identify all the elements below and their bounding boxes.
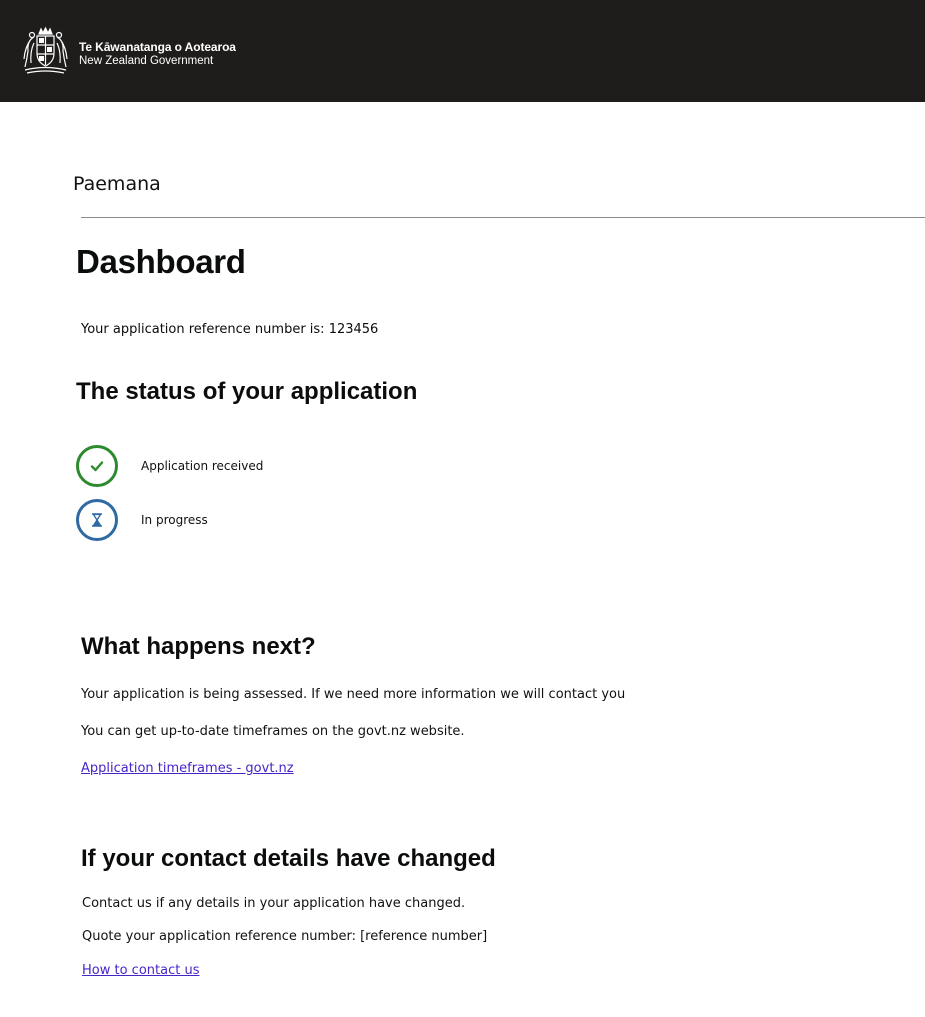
check-icon bbox=[89, 458, 105, 474]
service-name: Paemana bbox=[73, 173, 161, 195]
nz-coat-of-arms-icon bbox=[19, 25, 72, 77]
page-title: Dashboard bbox=[76, 243, 246, 280]
reference-number-text: Your application reference number is: 123456 bbox=[81, 322, 379, 337]
application-timeframes-link[interactable]: Application timeframes - govt.nz bbox=[81, 761, 294, 776]
status-circle-in-progress bbox=[76, 499, 118, 541]
how-to-contact-us-link[interactable]: How to contact us bbox=[82, 963, 200, 978]
government-english-name: New Zealand Government bbox=[79, 55, 214, 67]
status-circle-received bbox=[76, 445, 118, 487]
status-item-in-progress bbox=[76, 499, 208, 541]
contact-details-heading: If your contact details have changed bbox=[81, 845, 496, 872]
header-divider bbox=[81, 217, 925, 218]
assessment-text: Your application is being assessed. If we need more information we will contact you bbox=[81, 687, 626, 702]
quote-reference-text: Quote your application reference number: [reference number] bbox=[82, 929, 488, 944]
government-wordmark bbox=[79, 40, 236, 68]
status-label-received: Application received bbox=[141, 459, 264, 473]
status-label-in-progress: In progress bbox=[141, 513, 208, 527]
what-happens-next-heading: What happens next? bbox=[81, 633, 316, 660]
contact-us-text: Contact us if any details in your application have changed. bbox=[82, 896, 466, 911]
hourglass-icon bbox=[90, 512, 104, 528]
status-item-received bbox=[76, 445, 263, 487]
government-maori-name: Te Kāwanatanga o Aotearoa bbox=[79, 40, 236, 54]
government-header bbox=[0, 0, 925, 102]
status-heading: The status of your application bbox=[76, 378, 418, 405]
timeframes-text: You can get up-to-date timeframes on the govt.nz website. bbox=[81, 724, 465, 739]
